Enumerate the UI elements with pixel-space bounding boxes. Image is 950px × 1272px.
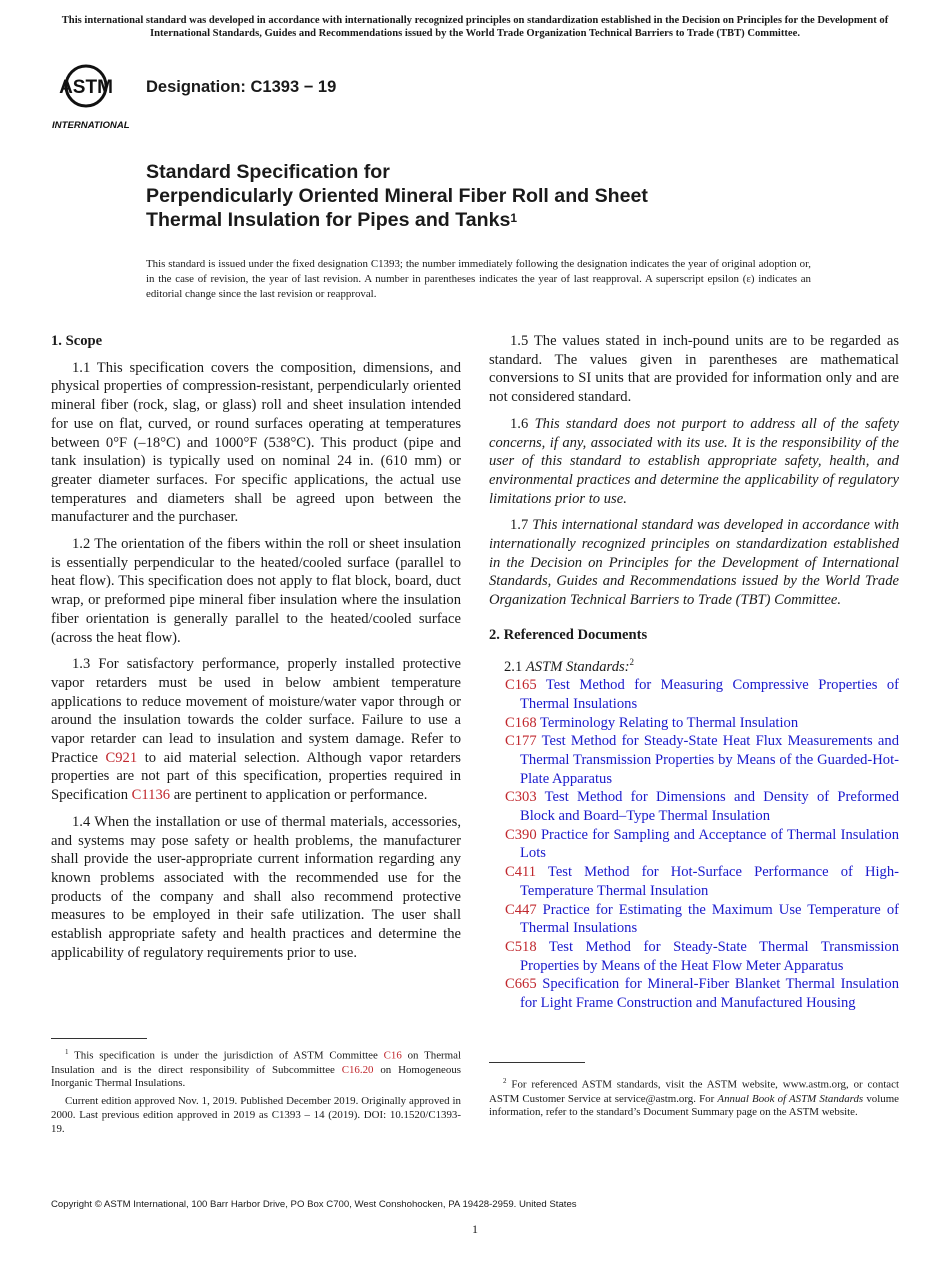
reference-item xyxy=(489,788,899,825)
ref-link-c1136[interactable]: C1136 xyxy=(131,787,171,804)
reference-title-link[interactable]: Test Method for Hot-Surface Performance of High-Temperature Thermal Insulation xyxy=(520,864,900,899)
top-notice: This international standard was developed in accordance with internationally recognized principles on standardization established in the Decision on Principles for the Development of International Standards, Guides and Recommendations issued by the World Trade Organization Technical Barriers to Trade (TBT) Committee. xyxy=(61,15,889,39)
reference-code-link[interactable]: C177 xyxy=(505,733,537,750)
reference-code-link[interactable]: C303 xyxy=(505,789,537,806)
footnotes-left xyxy=(51,1046,461,1141)
document-title xyxy=(146,160,866,232)
left-column xyxy=(51,332,461,971)
svg-text:ASTM: ASTM xyxy=(59,77,113,98)
reference-item xyxy=(489,676,899,713)
section-1-7: 1.7 This international standard was developed in accordance with internationally recognized principles on standardization established in the Decision on Principles for the Development of International Standards, Guides and Recommendations issued by the World Trade Organization Technical Barriers to Trade (TBT) Committee. xyxy=(489,517,900,609)
section-1-6: 1.6 This standard does not purport to address all of the safety concerns, if any, associated with its use. It is the responsibility of the user of this standard to establish appropriate safety, health, and environmental practices and determine the applicability of regulatory limitations prior to use. xyxy=(489,415,899,507)
reference-code-link[interactable]: C168 xyxy=(505,714,537,731)
issued-note: This standard is issued under the fixed designation C1393; the number immediately following the designation indicates the year of original adoption or, in the case of revision, the year of last revision. A number in parentheses indicates the year of last reapproval. A superscript epsilon (ε) indicates an editorial change since the last revision or reapproval. xyxy=(146,258,811,300)
reference-title-link[interactable]: Test Method for Steady-State Heat Flux Measurements and Thermal Transmission Properties by Means of the Guarded-Hot-Plate Apparatus xyxy=(520,733,899,787)
section-1-1: 1.1 This specification covers the composition, dimensions, and physical properties of compression-resistant, perpendicularly oriented mineral fiber (rock, slag, or glass) roll and sheet insulation intended for use on flat, curved, or round surfaces operating at temperatures between 0°F (–18°C) and 1000°F (538°C). This product (pipe and tank insulation) is typically used on nominal 24 in. (610 mm) or greater diameter surfaces. For specific applications, the actual use temperatures and diameters shall be agreed upon between the manufacturer and the purchaser. xyxy=(51,359,461,526)
reference-title-link[interactable]: Test Method for Measuring Compressive Properties of Thermal Insulations xyxy=(520,677,899,712)
reference-item xyxy=(489,714,899,733)
section-1-4: 1.4 When the installation or use of thermal materials, accessories, and systems may pose safety or health problems, the manufacturer shall provide the user-appropriate current information regarding any known problems associated with the recommended use for the products of the company and shall also recommend protective measures to be employed in their safe utilization. The user shall establish appropriate safety and health practices and determine the applicability of regulatory requirements prior to use. xyxy=(51,813,461,961)
title-line-2: Perpendicularly Oriented Mineral Fiber Roll and Sheet xyxy=(146,185,648,207)
reference-item xyxy=(489,938,899,975)
references-heading: 2. Referenced Documents xyxy=(489,626,648,643)
right-column xyxy=(489,332,899,1013)
reference-item xyxy=(489,901,899,938)
reference-code-link[interactable]: C665 xyxy=(505,976,537,993)
scope-heading: 1. Scope xyxy=(51,333,103,349)
reference-code-link[interactable]: C411 xyxy=(505,864,537,881)
reference-title-link[interactable]: Practice for Estimating the Maximum Use Temperature of Thermal Insulations xyxy=(520,901,899,937)
title-line-1: Standard Specification for xyxy=(146,161,390,183)
footnote-1: $^1$ This specification is under the jurisdiction of ASTM Committee C16 on Thermal Insulation and is the direct responsibility of Subcommittee C16.20 on Homogeneous Inorganic Thermal Insulations. xyxy=(51,1048,462,1090)
reference-code-link[interactable]: C447 xyxy=(505,901,537,918)
reference-title-link[interactable]: Test Method for Dimensions and Density of Preformed Block and Board–Type Thermal Insulation xyxy=(520,789,899,825)
ref-link-c16-20[interactable]: C16.20 xyxy=(341,1063,374,1076)
reference-item xyxy=(489,975,899,1012)
section-1-3: 1.3 For satisfactory performance, properly installed protective vapor retarders must be used in below ambient temperature applications to reduce movement of moisture/water vapor through or around the insulation towards the colder surface. Failure to use a vapor retarder can lead to insulation and system damage. Refer to Practice C921 to aid material selection. Although vapor retarders properties are not part of this specification, properties required in Specification C1136 are pertinent to application or performance. xyxy=(51,656,461,804)
page-number: 1 xyxy=(472,1222,478,1236)
footnote-divider-left xyxy=(51,1038,147,1039)
footnote-1-edition: Current edition approved Nov. 1, 2019. Published December 2019. Originally approved in 2000. Last previous edition approved in 2019 as C1393 – 14 (2019). DOI: 10.1520/C1393-19. xyxy=(51,1095,461,1136)
section-1-5: 1.5 The values stated in inch-pound units are to be regarded as standard. The values given in parentheses are mathematical conversions to SI units that are provided for information only and are not considered standard. xyxy=(489,333,899,406)
reference-item xyxy=(489,732,899,788)
astm-logo xyxy=(52,60,136,132)
designation: Designation: C1393 − 19 xyxy=(146,78,337,96)
reference-list xyxy=(489,676,899,1013)
section-1-2: 1.2 The orientation of the fibers within the roll or sheet insulation is essentially perpendicular to the heated/cooled surface (parallel to heat flow). This specification does not apply to flat block, board, duct wrap, or preformed pipe mineral fiber insulation where the insulation fiber orientation is generally parallel to the heated/cooled surface (across the heat flow). xyxy=(51,536,461,646)
reference-title-link[interactable]: Practice for Sampling and Acceptance of Thermal Insulation Lots xyxy=(520,826,899,862)
reference-title-link[interactable]: Terminology Relating to Thermal Insulation xyxy=(540,714,799,731)
reference-item xyxy=(489,863,899,900)
reference-code-link[interactable]: C518 xyxy=(505,938,537,955)
astm-standards-label: 2.1 ASTM Standards:$^2$ xyxy=(504,656,635,675)
ref-link-c921[interactable]: C921 xyxy=(105,749,138,766)
logo-text: INTERNATIONAL xyxy=(52,120,130,131)
reference-item xyxy=(489,826,899,863)
title-line-3: Thermal Insulation for Pipes and Tanks xyxy=(146,209,511,231)
title-footnote-marker: 1 xyxy=(510,211,518,225)
reference-code-link[interactable]: C390 xyxy=(505,826,537,843)
ref-link-c16[interactable]: C16 xyxy=(383,1049,402,1062)
copyright: Copyright © ASTM International, 100 Barr Harbor Drive, PO Box C700, West Conshohocken, PA 19428-2959. United States xyxy=(51,1199,577,1210)
reference-code-link[interactable]: C165 xyxy=(505,677,537,694)
reference-title-link[interactable]: Test Method for Steady-State Thermal Transmission Properties by Means of the Heat Flow Meter Apparatus xyxy=(520,938,899,974)
footnotes-right xyxy=(489,1075,899,1124)
footnote-divider-right xyxy=(489,1062,585,1063)
footnote-2: $^2$ For referenced ASTM standards, visit the ASTM website, www.astm.org, or contact ASTM Customer Service at service@astm.org. For Annual Book of ASTM Standards volume information, refer to the standard’s Document Summary page on the ASTM website. xyxy=(489,1077,899,1119)
reference-title-link[interactable]: Specification for Mineral-Fiber Blanket Thermal Insulation for Light Frame Construction and Manufactured Housing xyxy=(520,976,899,1012)
